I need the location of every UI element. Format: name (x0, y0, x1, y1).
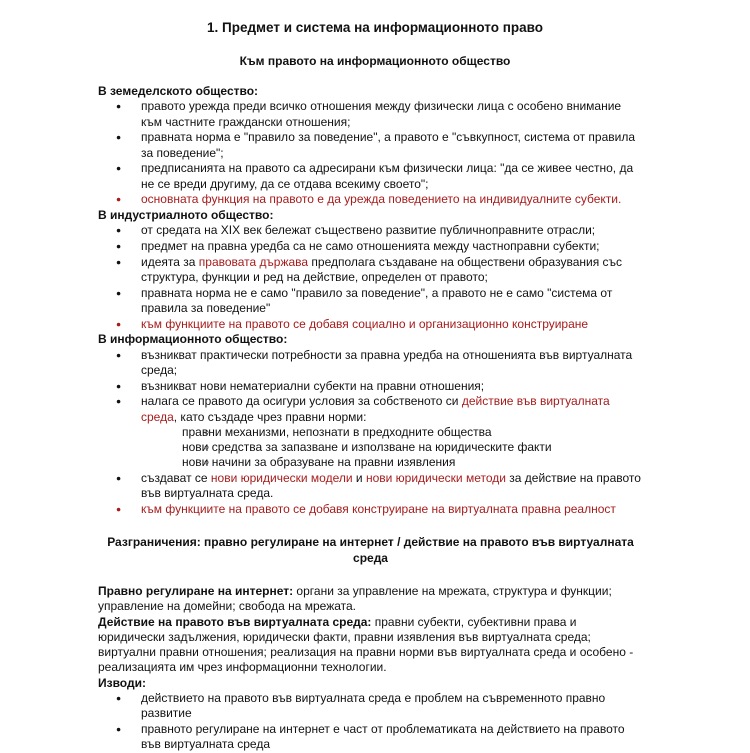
paragraph-lead: Действие на правото във виртуалната среда: (98, 614, 372, 629)
text-fragment: създават се (141, 471, 211, 486)
text-fragment: , като създаде чрез правни норми: (173, 409, 367, 424)
industrial-list (98, 223, 643, 332)
agrarian-list (98, 99, 643, 207)
list-item: ● правната норма е "правило за поведение", а правото е "съвкупност, система от правила за поведение"; (98, 130, 643, 161)
list-item: ● правната норма не е само "правило за поведение", а правото не е само "система от правила за поведение" (98, 286, 643, 317)
list-item-highlight: ● към функциите на правото се добавя конструиране на виртуалната правна реалност (98, 502, 643, 517)
text-fragment: идеята за (141, 254, 199, 269)
sub-list-item: ○ нови средства за запазване и използване на юридическите факти (141, 440, 643, 455)
information-list (98, 348, 643, 518)
list-item: ● действието на правото във виртуалната среда е проблем на съвременното правно развитие (98, 691, 643, 722)
list-item: ● възникват практически потребности за правна уредба на отношенията във виртуалната среда; (98, 348, 643, 379)
distinction-heading: Разграничения: правно регулиране на интернет / действие на правото във виртуалната среда (107, 535, 634, 565)
paragraph-virtual-action (98, 615, 643, 676)
section-heading-agrarian: В земеделското общество: (98, 84, 259, 98)
highlight-text: действие във виртуалната среда (141, 394, 610, 424)
document-subtitle: Към правото на информационното общество (239, 54, 511, 68)
highlight-text: правовата държава (198, 254, 309, 269)
sub-list-item: ○ нови начини за образуване на правни изявления (141, 455, 643, 470)
text-fragment: за действие на правото във виртуалната среда. (141, 471, 641, 501)
section-heading-industrial: В индустриалното общество: (98, 207, 274, 222)
list-item-highlight: ● към функциите на правото се добавя социално и организационно конструиране (98, 317, 643, 332)
highlight-text: нови юридически методи (365, 471, 506, 486)
list-item: ● предмет на правна уредба са не само отношенията между частноправни субекти; (98, 239, 643, 254)
document-body (98, 84, 643, 753)
list-item: ● правното регулиране на интернет е част от проблематиката на действието на правото във виртуалната среда (98, 722, 643, 753)
conclusions-heading: Изводи: (98, 675, 146, 690)
conclusions-list (98, 691, 643, 753)
list-item (98, 394, 643, 470)
list-item: ● възникват нови нематериални субекти на правни отношения; (98, 379, 643, 394)
paragraph-text: органи за управление на мрежата, структура и функции; управление на домейни; свобода на мрежата. (98, 583, 612, 614)
list-item (98, 255, 643, 286)
sub-list-item: ○ правни механизми, непознати в предходните общества (141, 425, 643, 440)
list-item: ● предписанията на правото са адресирани към физически лица: "да се живее честно, да не се вреди другиму, да се отдава всекиму своето"; (98, 161, 643, 192)
text-fragment: и (352, 471, 366, 486)
paragraph-lead: Правно регулиране на интернет: (98, 583, 294, 598)
text-fragment: предполага създаване на обществени образувания със структура, функции и ред на действие, определен от правото; (141, 254, 623, 284)
sub-list (141, 425, 643, 471)
list-item-highlight: ● основната функция на правото е да урежда поведението на индивидуалните субекти. (98, 192, 643, 207)
paragraph-text: правни субекти, субективни права и юридически задължения, юридически факти, правни изявления във виртуалната среда; виртуални правни отношения; реализация на правни норми във виртуалната среда и особено - реализацията им чрез информационни технологии. (98, 614, 634, 675)
document-title: 1. Предмет и система на информационното право (207, 20, 543, 35)
list-item: ● от средата на XIX век бележат съществено развитие публичноправните отрасли; (98, 223, 643, 238)
section-heading-information: В информационното общество: (98, 332, 288, 347)
list-item (98, 471, 643, 502)
text-fragment: налага се правото да осигури условия за собственото си (141, 394, 462, 409)
highlight-text: нови юридически модели (210, 471, 353, 486)
list-item: ● правото урежда преди всичко отношения между физически лица с особено внимание към частните граждански отношения; (98, 99, 643, 130)
paragraph-internet-regulation (98, 584, 643, 615)
